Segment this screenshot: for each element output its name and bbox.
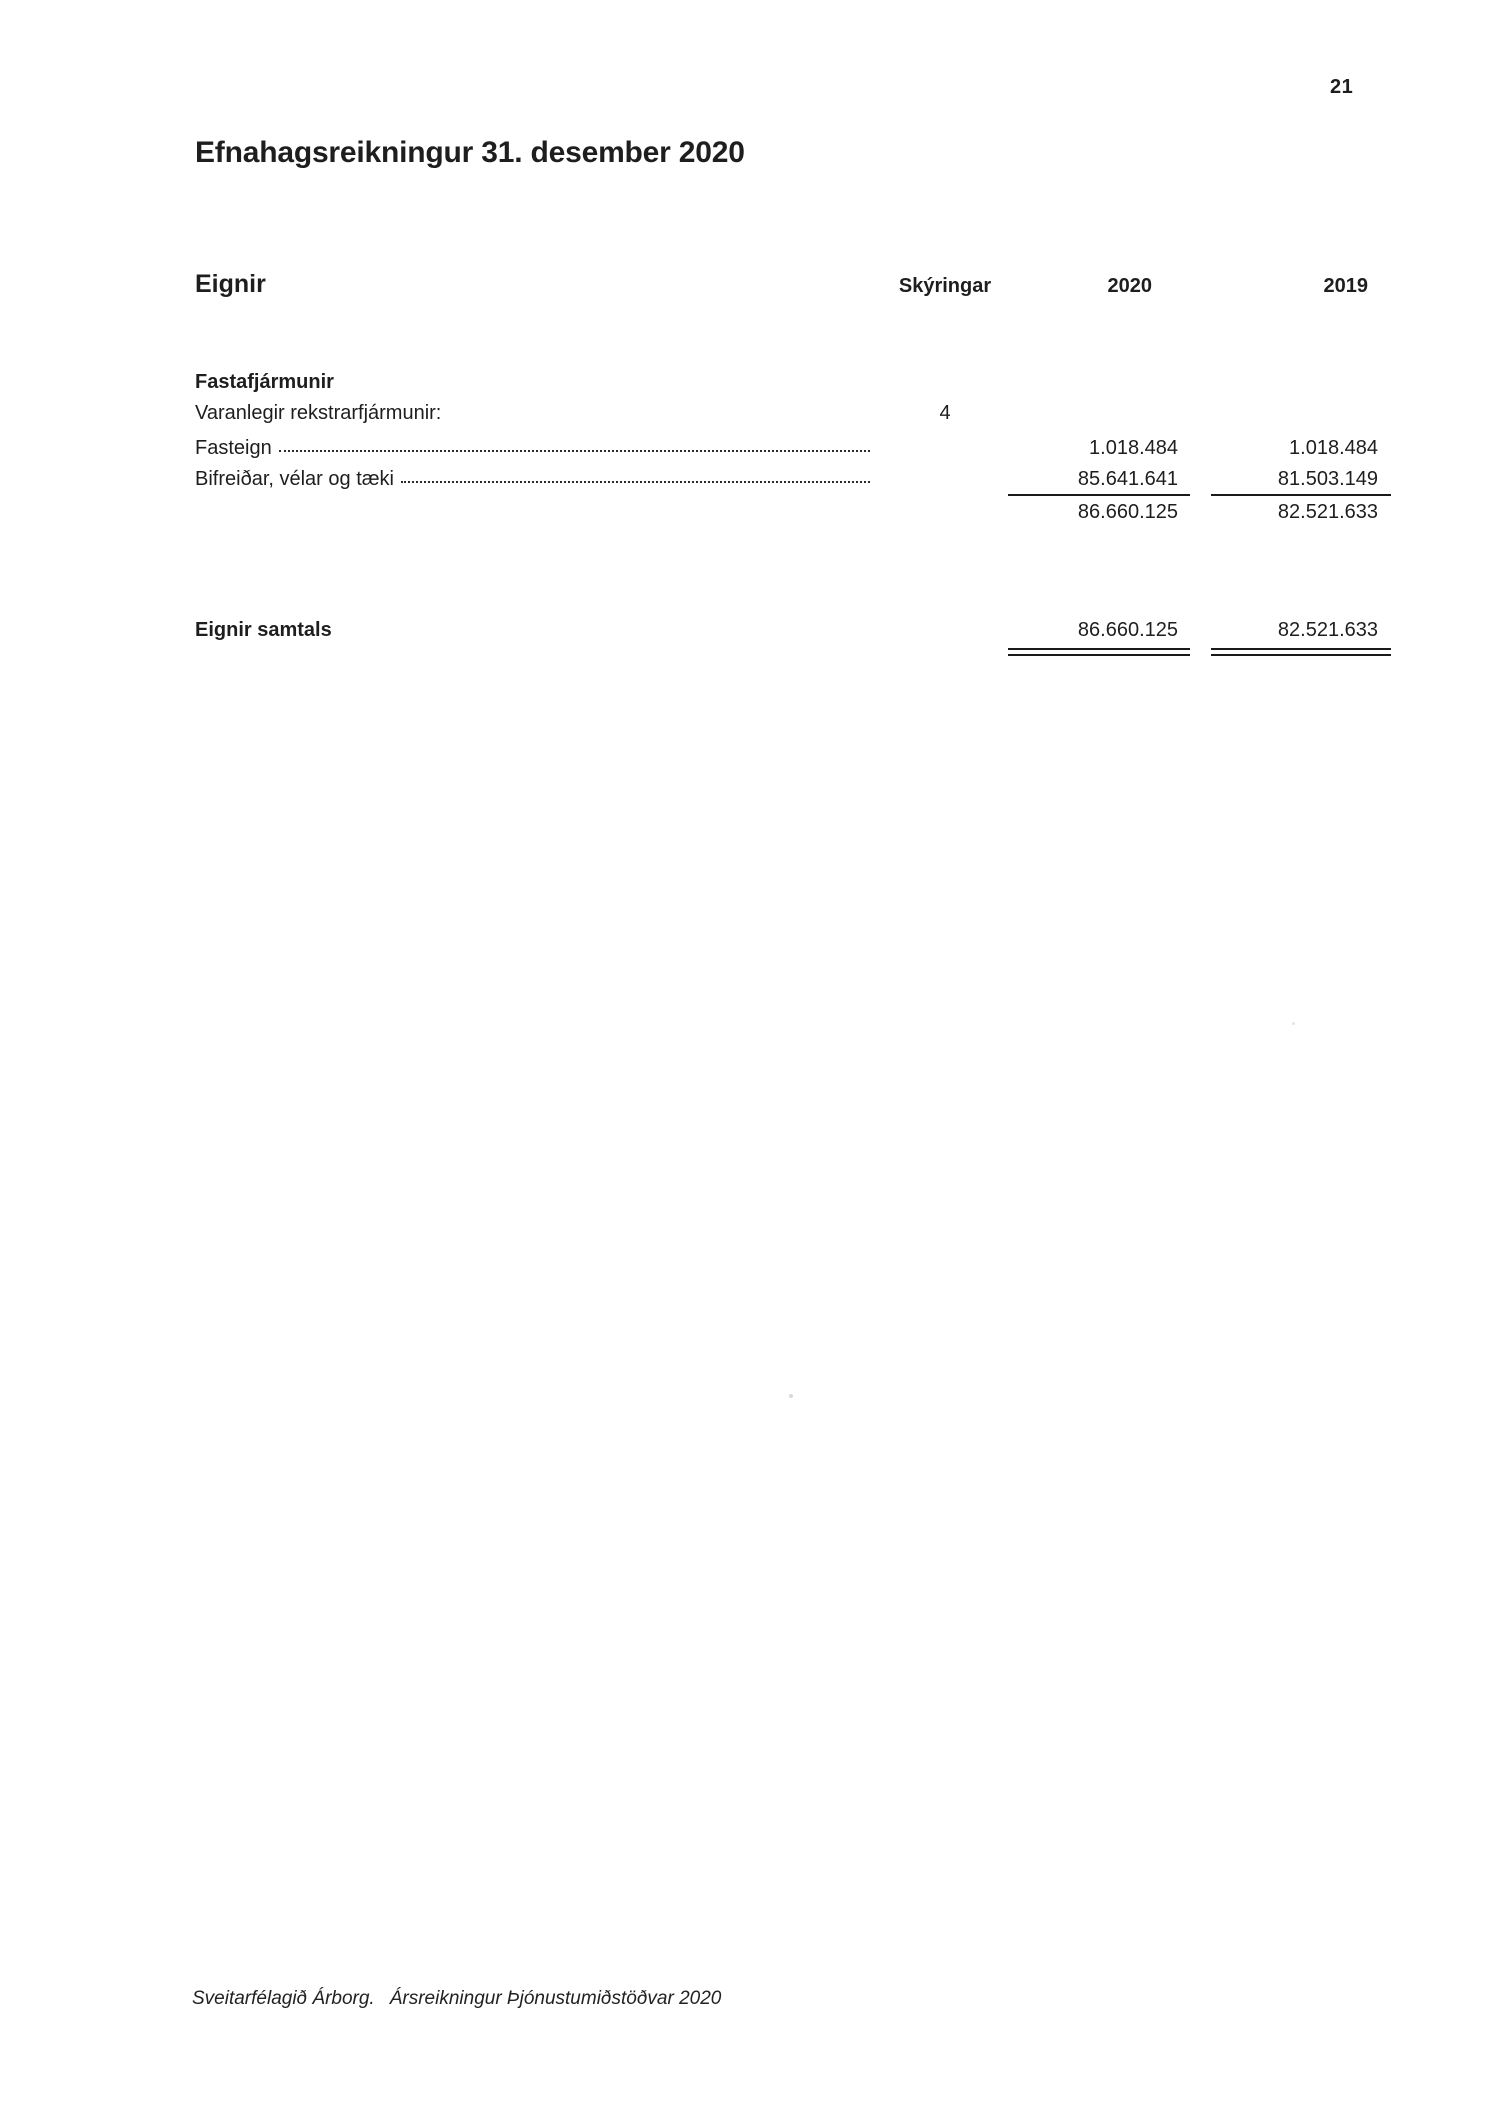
total-row bbox=[195, 619, 1390, 642]
table-row bbox=[195, 468, 1390, 491]
subtotal-row bbox=[195, 501, 1390, 524]
subgroup-label: Varanlegir rekstrarfjármunir: bbox=[195, 402, 442, 424]
subtotal-value-2019: 82.521.633 bbox=[1277, 501, 1378, 523]
table-row bbox=[195, 437, 1390, 460]
subtotal-value-2020: 86.660.125 bbox=[1077, 501, 1178, 523]
column-header-2019: 2019 bbox=[1323, 275, 1368, 297]
row-value-2020: 85.641.641 bbox=[1077, 468, 1178, 490]
subgroup-row bbox=[195, 402, 1390, 425]
document-title: Efnahagsreikningur 31. desember 2020 bbox=[195, 136, 745, 169]
table-header-row bbox=[195, 270, 1390, 299]
subtotal-rule-2019 bbox=[1211, 494, 1391, 496]
footer-report-name: Ársreikningur Þjónustumiðstöðvar 2020 bbox=[389, 1988, 722, 2009]
column-header-skyringar: Skýringar bbox=[898, 275, 992, 297]
leader-dots bbox=[279, 450, 870, 452]
row-label-cell bbox=[195, 437, 880, 460]
column-header-2020: 2020 bbox=[1107, 275, 1152, 297]
row-label: Fasteign bbox=[195, 437, 272, 459]
total-label: Eignir samtals bbox=[195, 619, 332, 641]
scan-speck bbox=[789, 1394, 793, 1398]
section-heading-eignir: Eignir bbox=[195, 270, 266, 298]
total-value-2020: 86.660.125 bbox=[1077, 619, 1178, 641]
row-label-cell bbox=[195, 468, 880, 491]
page-number: 21 bbox=[1330, 76, 1354, 98]
scan-speck bbox=[1292, 1022, 1295, 1025]
group-heading-fastafjarmunir: Fastafjármunir bbox=[195, 371, 334, 393]
note-number: 4 bbox=[939, 402, 951, 424]
footer-text bbox=[192, 1988, 721, 2010]
total-double-rule-2019 bbox=[1211, 648, 1391, 656]
row-value-2020: 1.018.484 bbox=[1089, 437, 1178, 459]
total-value-2019: 82.521.633 bbox=[1277, 619, 1378, 641]
footer-organization: Sveitarfélagið Árborg. bbox=[192, 1988, 375, 2009]
row-label: Bifreiðar, vélar og tæki bbox=[195, 468, 394, 490]
row-value-2019: 81.503.149 bbox=[1277, 468, 1378, 490]
leader-dots bbox=[401, 481, 870, 483]
row-value-2019: 1.018.484 bbox=[1289, 437, 1378, 459]
total-double-rule-2020 bbox=[1008, 648, 1190, 656]
subtotal-rule-2020 bbox=[1008, 494, 1190, 496]
